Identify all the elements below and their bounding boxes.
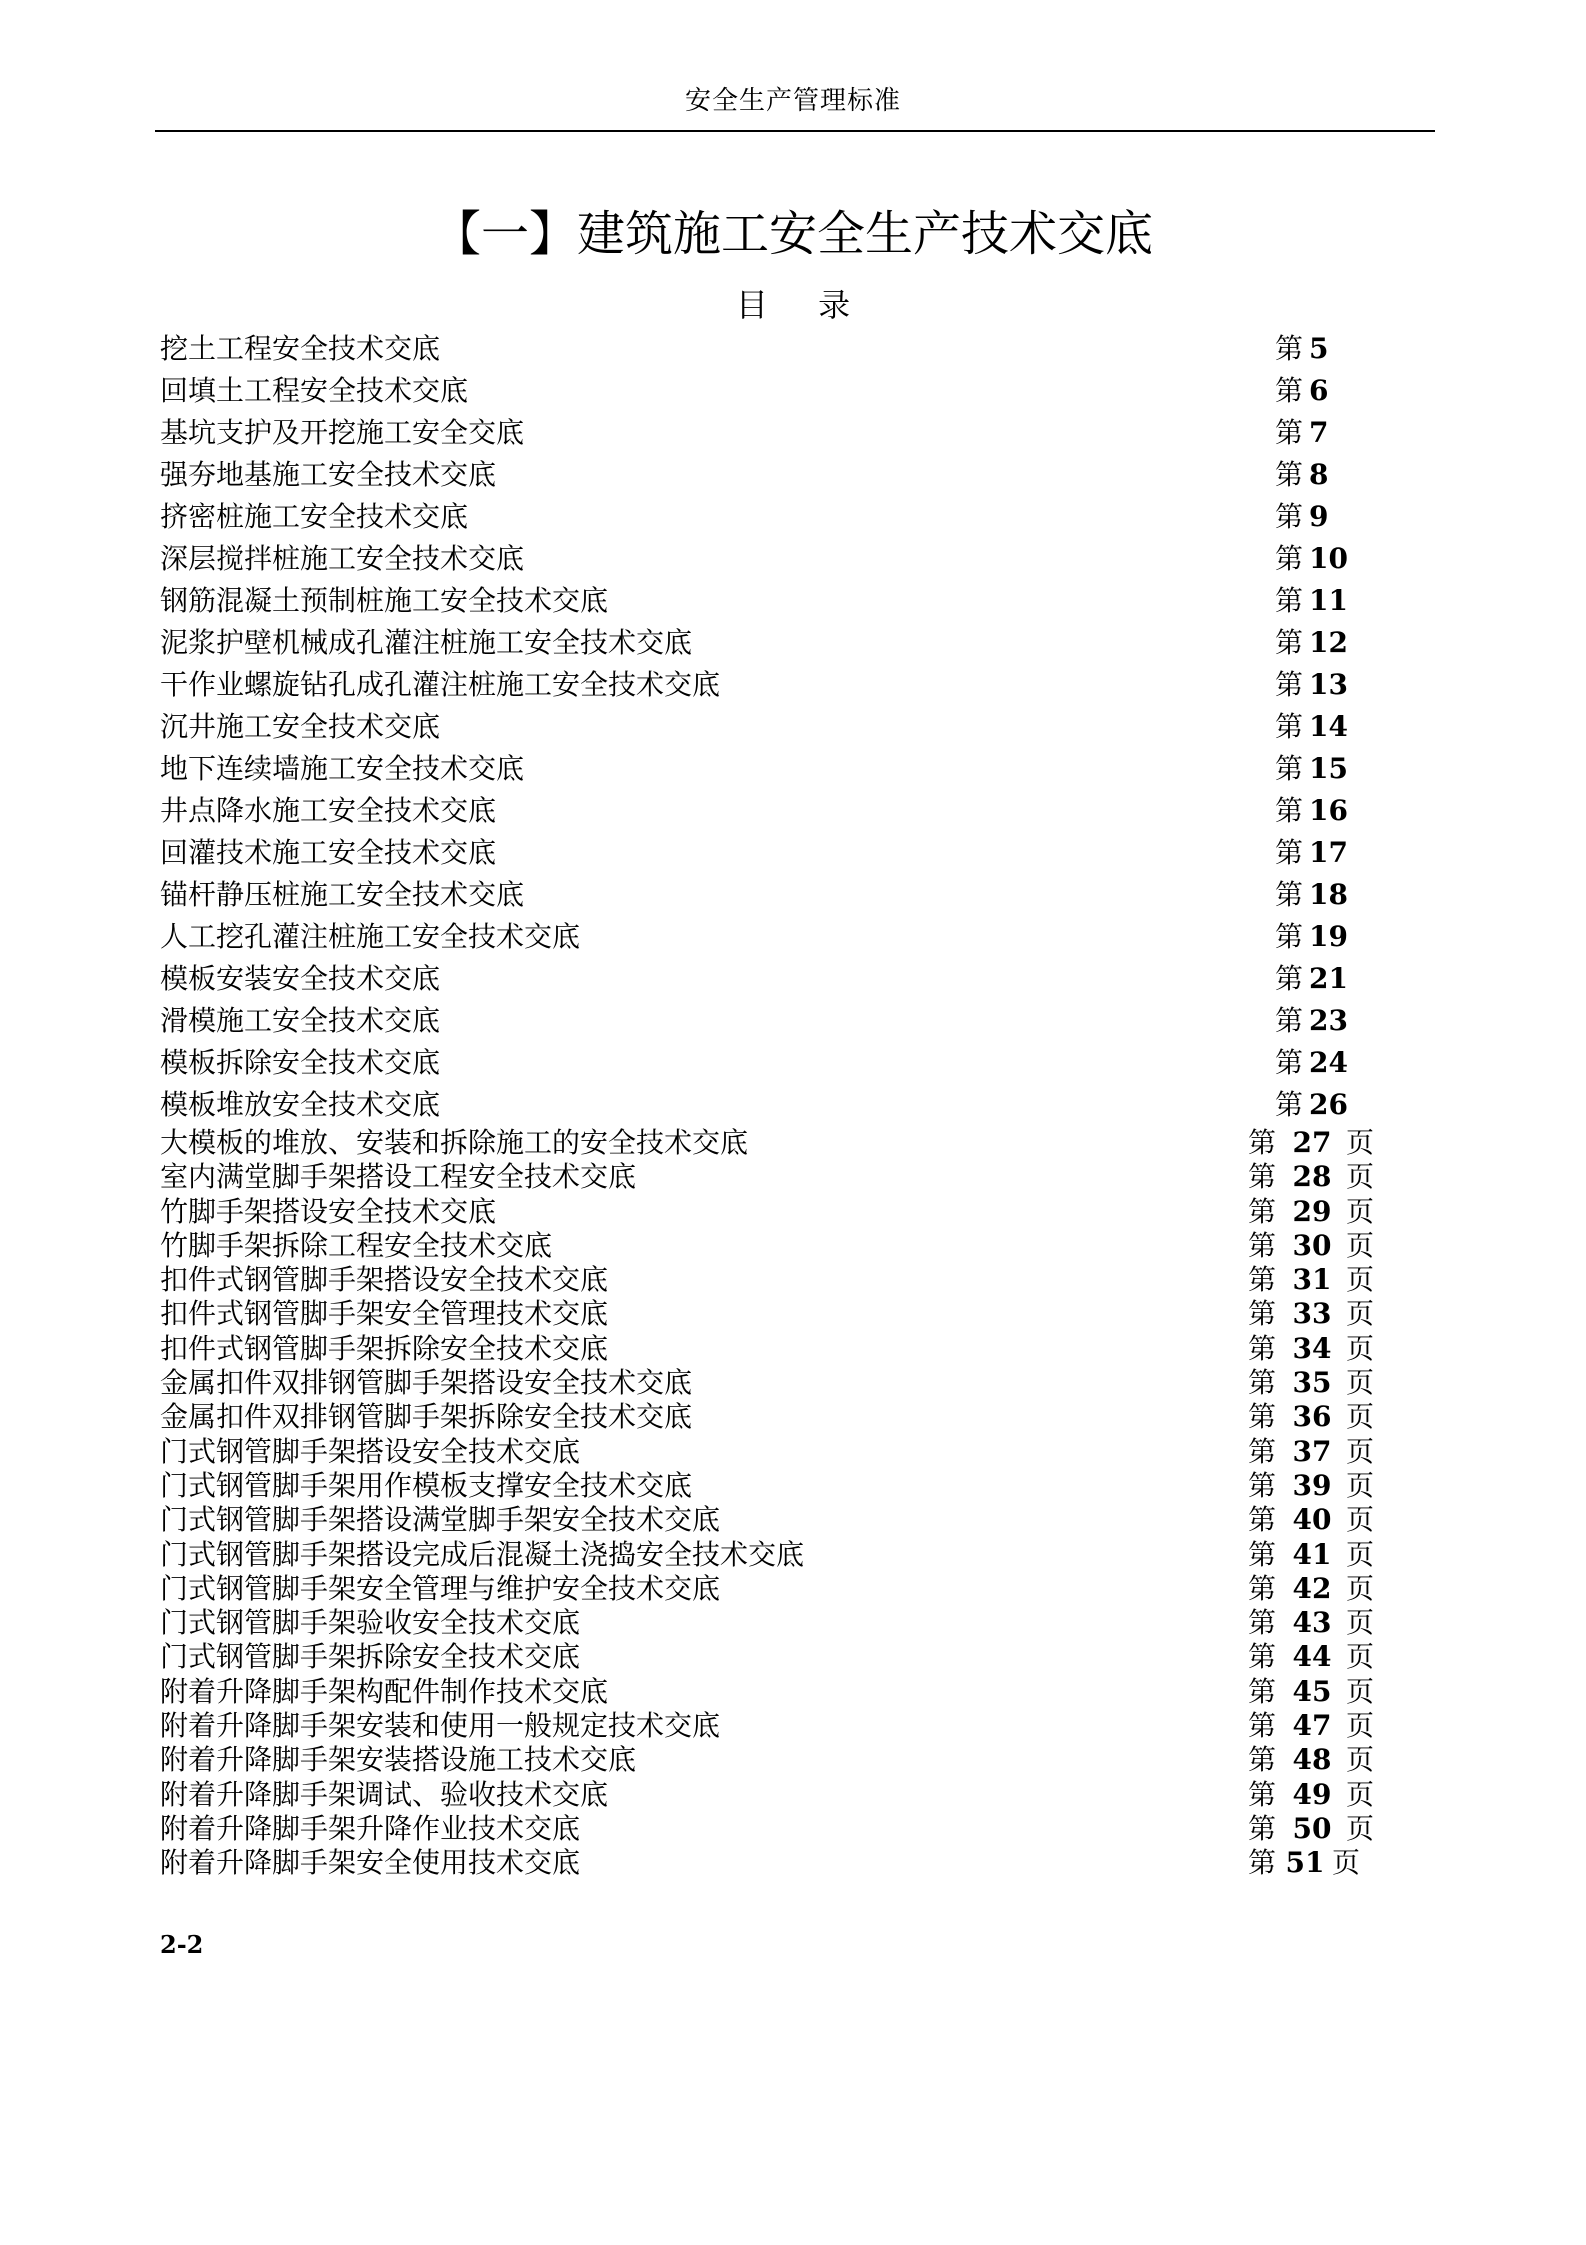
toc-entry [160, 916, 1390, 958]
toc-entry [160, 706, 1390, 748]
toc-page-suffix: 页 [1346, 1194, 1375, 1228]
toc-entry [160, 1812, 1390, 1846]
toc-entry-label: 附着升降脚手架升降作业技术交底 [160, 1811, 581, 1845]
toc-entry [160, 1042, 1390, 1084]
toc-entry-page [1275, 1000, 1369, 1042]
toc-entry [160, 370, 1390, 412]
toc-entry-page [1248, 1160, 1376, 1194]
toc-entry-page [1248, 1503, 1376, 1537]
toc-entry [160, 1084, 1390, 1126]
toc-entry-label: 金属扣件双排钢管脚手架搭设安全技术交底 [160, 1366, 693, 1400]
toc-page-prefix: 第 [1275, 752, 1304, 785]
toc-entry-page [1248, 1229, 1376, 1263]
toc-entry [160, 1332, 1390, 1366]
toc-entry-label: 锚杆静压桩施工安全技术交底 [160, 878, 525, 911]
toc-page-prefix: 第 [1275, 584, 1304, 617]
toc-page-prefix: 第 [1248, 1126, 1277, 1159]
toc-entry [160, 1435, 1390, 1469]
toc-page-prefix: 第 [1248, 1846, 1277, 1880]
toc-page-number: 42 [1292, 1571, 1332, 1605]
toc-page-suffix: 页 [1346, 1126, 1375, 1159]
toc-page-suffix: 页 [1346, 1674, 1375, 1708]
toc-entry-label: 基坑支护及开挖施工安全交底 [160, 416, 525, 449]
toc-entry-page [1275, 916, 1369, 958]
header-divider [155, 130, 1435, 132]
toc-entry-page [1275, 874, 1369, 916]
toc-page-number: 36 [1292, 1400, 1332, 1434]
toc-page-prefix: 第 [1248, 1674, 1277, 1708]
toc-page-suffix: 页 [1346, 1777, 1375, 1811]
toc-page-prefix: 第 [1275, 836, 1304, 869]
toc-page-suffix: 页 [1346, 1640, 1375, 1674]
toc-page-number: 51 [1285, 1846, 1325, 1880]
toc-entry-page [1275, 328, 1369, 370]
toc-entry-page [1248, 1743, 1376, 1777]
toc-entry-page [1248, 1606, 1376, 1640]
toc-entry [160, 1160, 1390, 1194]
toc-entry [160, 538, 1390, 580]
toc-page-number: 16 [1309, 794, 1348, 827]
toc-entry [160, 1640, 1390, 1674]
toc-page-number: 48 [1292, 1743, 1332, 1777]
toc-entry-label: 附着升降脚手架调试、验收技术交底 [160, 1777, 609, 1811]
toc-entry [160, 1229, 1390, 1263]
toc-page-suffix: 页 [1346, 1434, 1375, 1468]
toc-page-number: 17 [1309, 836, 1348, 869]
toc-entry-page [1248, 1812, 1376, 1846]
toc-entry-page [1248, 1263, 1376, 1297]
toc-entry-label: 门式钢管脚手架验收安全技术交底 [160, 1606, 581, 1640]
toc-page-number: 28 [1292, 1160, 1332, 1194]
toc-page-number: 41 [1292, 1537, 1332, 1571]
document-title: 【一】建筑施工安全生产技术交底 [432, 206, 1153, 262]
toc-page-prefix: 第 [1275, 416, 1304, 449]
toc-entry [160, 1469, 1390, 1503]
toc-page-suffix: 页 [1346, 1709, 1375, 1743]
toc-entry-page [1248, 1366, 1376, 1400]
toc-entry [160, 328, 1390, 370]
toc-page-number: 11 [1309, 584, 1348, 617]
toc-page-number: 34 [1292, 1331, 1332, 1365]
toc-entry-label: 附着升降脚手架安装搭设施工技术交底 [160, 1743, 637, 1777]
toc-page-prefix: 第 [1248, 1194, 1277, 1228]
toc-page-prefix: 第 [1248, 1228, 1277, 1262]
toc-page-suffix: 页 [1346, 1160, 1375, 1194]
toc-page-number: 21 [1309, 962, 1348, 995]
toc-entry [160, 790, 1390, 832]
toc-entry-label: 大模板的堆放、安装和拆除施工的安全技术交底 [160, 1126, 749, 1159]
toc-entry-page [1275, 664, 1369, 706]
toc-page-number: 37 [1292, 1434, 1332, 1468]
toc-entry [160, 1538, 1390, 1572]
toc-page-prefix: 第 [1248, 1777, 1277, 1811]
toc-entry-label: 门式钢管脚手架用作模板支撑安全技术交底 [160, 1468, 693, 1502]
toc-entry-page [1275, 538, 1369, 580]
toc-page-suffix: 页 [1346, 1503, 1375, 1537]
toc-entry-label: 滑模施工安全技术交底 [160, 1004, 441, 1037]
toc-entry-label: 门式钢管脚手架安全管理与维护安全技术交底 [160, 1571, 721, 1605]
toc-page-prefix: 第 [1248, 1297, 1277, 1331]
toc-entry-label: 附着升降脚手架构配件制作技术交底 [160, 1674, 609, 1708]
toc-entry-label: 地下连续墙施工安全技术交底 [160, 752, 525, 785]
toc-page-number: 26 [1309, 1088, 1348, 1121]
toc-page-prefix: 第 [1275, 710, 1304, 743]
toc-entry-label: 模板拆除安全技术交底 [160, 1046, 441, 1079]
toc-entry-page [1275, 1084, 1369, 1126]
toc-entry [160, 1000, 1390, 1042]
toc-page-number: 9 [1309, 500, 1329, 533]
toc-page-prefix: 第 [1248, 1709, 1277, 1743]
toc-page-prefix: 第 [1248, 1503, 1277, 1537]
toc-page-number: 10 [1309, 542, 1348, 575]
toc-page-prefix: 第 [1275, 458, 1304, 491]
toc-page-number: 29 [1292, 1194, 1332, 1228]
toc-entry-page [1248, 1332, 1376, 1366]
toc-entry-page [1248, 1126, 1376, 1160]
toc-entry-label: 金属扣件双排钢管脚手架拆除安全技术交底 [160, 1400, 693, 1434]
running-header: 安全生产管理标准 [684, 86, 901, 116]
toc-page-number: 12 [1309, 626, 1348, 659]
toc-entry-label: 竹脚手架搭设安全技术交底 [160, 1194, 497, 1228]
toc-entry [160, 1195, 1390, 1229]
toc-page-number: 23 [1309, 1004, 1348, 1037]
toc-entry-label: 门式钢管脚手架搭设完成后混凝土浇捣安全技术交底 [160, 1537, 805, 1571]
toc-page-number: 24 [1309, 1046, 1348, 1079]
toc-page-suffix: 页 [1346, 1743, 1375, 1777]
toc-entry-page [1275, 1042, 1369, 1084]
toc-page-number: 14 [1309, 710, 1348, 743]
toc-page-number: 13 [1309, 668, 1348, 701]
toc-entry-label: 干作业螺旋钻孔成孔灌注桩施工安全技术交底 [160, 668, 721, 701]
toc-page-number: 45 [1292, 1674, 1332, 1708]
toc-entry-page [1275, 454, 1369, 496]
toc-entry-page [1248, 1675, 1376, 1709]
toc-entry-page [1275, 790, 1369, 832]
toc-entry [160, 1297, 1390, 1331]
toc-entry [160, 832, 1390, 874]
toc-page-prefix: 第 [1248, 1400, 1277, 1434]
toc-page-prefix: 第 [1248, 1606, 1277, 1640]
toc-page-number: 19 [1309, 920, 1348, 953]
toc-page-prefix: 第 [1275, 542, 1304, 575]
toc-entry [160, 1263, 1390, 1297]
toc-page-suffix: 页 [1332, 1846, 1361, 1880]
toc-entry-page [1275, 706, 1369, 748]
toc-entry-page [1248, 1709, 1376, 1743]
toc-entry-page [1248, 1435, 1376, 1469]
toc-page-number: 33 [1292, 1297, 1332, 1331]
toc-page-suffix: 页 [1346, 1263, 1375, 1297]
toc-page-suffix: 页 [1346, 1571, 1375, 1605]
toc-page-suffix: 页 [1346, 1468, 1375, 1502]
toc-entry-page [1248, 1469, 1376, 1503]
toc-entry-label: 泥浆护壁机械成孔灌注桩施工安全技术交底 [160, 626, 693, 659]
toc-page-prefix: 第 [1275, 500, 1304, 533]
toc-entry [160, 580, 1390, 622]
toc-entry-page [1248, 1195, 1376, 1229]
toc-page-prefix: 第 [1275, 374, 1304, 407]
toc-entry [160, 1709, 1390, 1743]
toc-entry-label: 附着升降脚手架安装和使用一般规定技术交底 [160, 1709, 721, 1743]
toc-entry-page [1275, 622, 1369, 664]
toc-entry [160, 1846, 1390, 1880]
toc-page-prefix: 第 [1248, 1331, 1277, 1365]
toc-page-prefix: 第 [1248, 1811, 1277, 1845]
toc-entry-page [1248, 1400, 1376, 1434]
toc-entry-label: 挖土工程安全技术交底 [160, 332, 441, 365]
toc-entry-label: 门式钢管脚手架搭设安全技术交底 [160, 1434, 581, 1468]
toc-entry-label: 模板安装安全技术交底 [160, 962, 441, 995]
toc-page-prefix: 第 [1275, 878, 1304, 911]
toc-entry-page [1275, 370, 1369, 412]
toc-page-prefix: 第 [1275, 794, 1304, 827]
toc-page-number: 43 [1292, 1606, 1332, 1640]
toc-entry [160, 874, 1390, 916]
toc-entry [160, 958, 1390, 1000]
toc-page-number: 35 [1292, 1366, 1332, 1400]
toc-page-suffix: 页 [1346, 1366, 1375, 1400]
toc-page-prefix: 第 [1248, 1434, 1277, 1468]
toc-entry-label: 门式钢管脚手架拆除安全技术交底 [160, 1640, 581, 1674]
toc-entry-label: 深层搅拌桩施工安全技术交底 [160, 542, 525, 575]
toc-page-suffix: 页 [1346, 1537, 1375, 1571]
toc-page-number: 47 [1292, 1709, 1332, 1743]
toc-entry [160, 622, 1390, 664]
toc-page-prefix: 第 [1275, 1004, 1304, 1037]
toc-page-suffix: 页 [1346, 1606, 1375, 1640]
toc-page-number: 5 [1309, 332, 1329, 365]
toc-entry-label: 强夯地基施工安全技术交底 [160, 458, 497, 491]
toc-page-prefix: 第 [1275, 962, 1304, 995]
toc-page-prefix: 第 [1248, 1537, 1277, 1571]
toc-entry-page [1275, 832, 1369, 874]
toc-entry-page [1248, 1846, 1362, 1880]
page-number: 2-2 [160, 1930, 204, 1959]
toc-page-number: 50 [1292, 1811, 1332, 1845]
toc-entry-page [1275, 958, 1369, 1000]
toc-entry [160, 1400, 1390, 1434]
toc-page-prefix: 第 [1275, 1046, 1304, 1079]
toc-page-suffix: 页 [1346, 1811, 1375, 1845]
toc-entry-label: 挤密桩施工安全技术交底 [160, 500, 469, 533]
toc-page-number: 39 [1292, 1468, 1332, 1502]
toc-entry [160, 748, 1390, 790]
toc-page-prefix: 第 [1275, 1088, 1304, 1121]
toc-page-number: 18 [1309, 878, 1348, 911]
toc-entry-page [1275, 412, 1369, 454]
toc-entry [160, 1778, 1390, 1812]
toc-entry-page [1275, 580, 1369, 622]
toc-page-suffix: 页 [1346, 1228, 1375, 1262]
toc-entry-label: 沉井施工安全技术交底 [160, 710, 441, 743]
toc-entry [160, 496, 1390, 538]
table-of-contents [160, 328, 1390, 1881]
toc-entry [160, 1743, 1390, 1777]
toc-page-suffix: 页 [1346, 1400, 1375, 1434]
toc-page-prefix: 第 [1248, 1640, 1277, 1674]
toc-page-number: 6 [1309, 374, 1329, 407]
toc-page-prefix: 第 [1248, 1468, 1277, 1502]
toc-page-prefix: 第 [1275, 920, 1304, 953]
toc-entry [160, 1606, 1390, 1640]
toc-entry-label: 附着升降脚手架安全使用技术交底 [160, 1846, 581, 1880]
toc-entry [160, 1503, 1390, 1537]
toc-entry [160, 1572, 1390, 1606]
toc-entry-page [1248, 1538, 1376, 1572]
toc-entry-label: 扣件式钢管脚手架拆除安全技术交底 [160, 1331, 609, 1365]
toc-entry-label: 回灌技术施工安全技术交底 [160, 836, 497, 869]
toc-entry [160, 664, 1390, 706]
toc-entry [160, 412, 1390, 454]
toc-entry-label: 竹脚手架拆除工程安全技术交底 [160, 1228, 553, 1262]
toc-page-number: 7 [1309, 416, 1329, 449]
toc-page-number: 8 [1309, 458, 1329, 491]
toc-page-number: 44 [1292, 1640, 1332, 1674]
toc-entry-label: 钢筋混凝土预制桩施工安全技术交底 [160, 584, 609, 617]
toc-entry-page [1275, 748, 1369, 790]
toc-page-number: 30 [1292, 1228, 1332, 1262]
toc-page-prefix: 第 [1275, 332, 1304, 365]
toc-page-number: 31 [1292, 1263, 1332, 1297]
toc-page-number: 27 [1292, 1126, 1332, 1159]
toc-page-prefix: 第 [1248, 1743, 1277, 1777]
toc-page-suffix: 页 [1346, 1331, 1375, 1365]
toc-page-prefix: 第 [1275, 668, 1304, 701]
toc-entry-page [1248, 1640, 1376, 1674]
toc-entry [160, 1366, 1390, 1400]
toc-entry-label: 门式钢管脚手架搭设满堂脚手架安全技术交底 [160, 1503, 721, 1537]
toc-page-suffix: 页 [1346, 1297, 1375, 1331]
toc-entry-label: 模板堆放安全技术交底 [160, 1088, 441, 1121]
toc-entry-page [1275, 496, 1369, 538]
toc-page-prefix: 第 [1275, 626, 1304, 659]
toc-entry-label: 扣件式钢管脚手架搭设安全技术交底 [160, 1263, 609, 1297]
toc-page-number: 40 [1292, 1503, 1332, 1537]
toc-entry-label: 回填土工程安全技术交底 [160, 374, 469, 407]
toc-page-prefix: 第 [1248, 1263, 1277, 1297]
toc-entry-label: 扣件式钢管脚手架安全管理技术交底 [160, 1297, 609, 1331]
toc-entry-page [1248, 1572, 1376, 1606]
toc-entry [160, 1675, 1390, 1709]
toc-page-number: 49 [1292, 1777, 1332, 1811]
toc-page-number: 15 [1309, 752, 1348, 785]
toc-page-prefix: 第 [1248, 1366, 1277, 1400]
toc-page-prefix: 第 [1248, 1571, 1277, 1605]
toc-entry-page [1248, 1778, 1376, 1812]
toc-entry-label: 井点降水施工安全技术交底 [160, 794, 497, 827]
toc-entry-page [1248, 1297, 1376, 1331]
toc-entry-label: 室内满堂脚手架搭设工程安全技术交底 [160, 1160, 637, 1194]
toc-entry [160, 1126, 1390, 1160]
toc-entry [160, 454, 1390, 496]
toc-page-prefix: 第 [1248, 1160, 1277, 1194]
toc-entry-label: 人工挖孔灌注桩施工安全技术交底 [160, 920, 581, 953]
toc-heading: 目 录 [735, 286, 851, 324]
